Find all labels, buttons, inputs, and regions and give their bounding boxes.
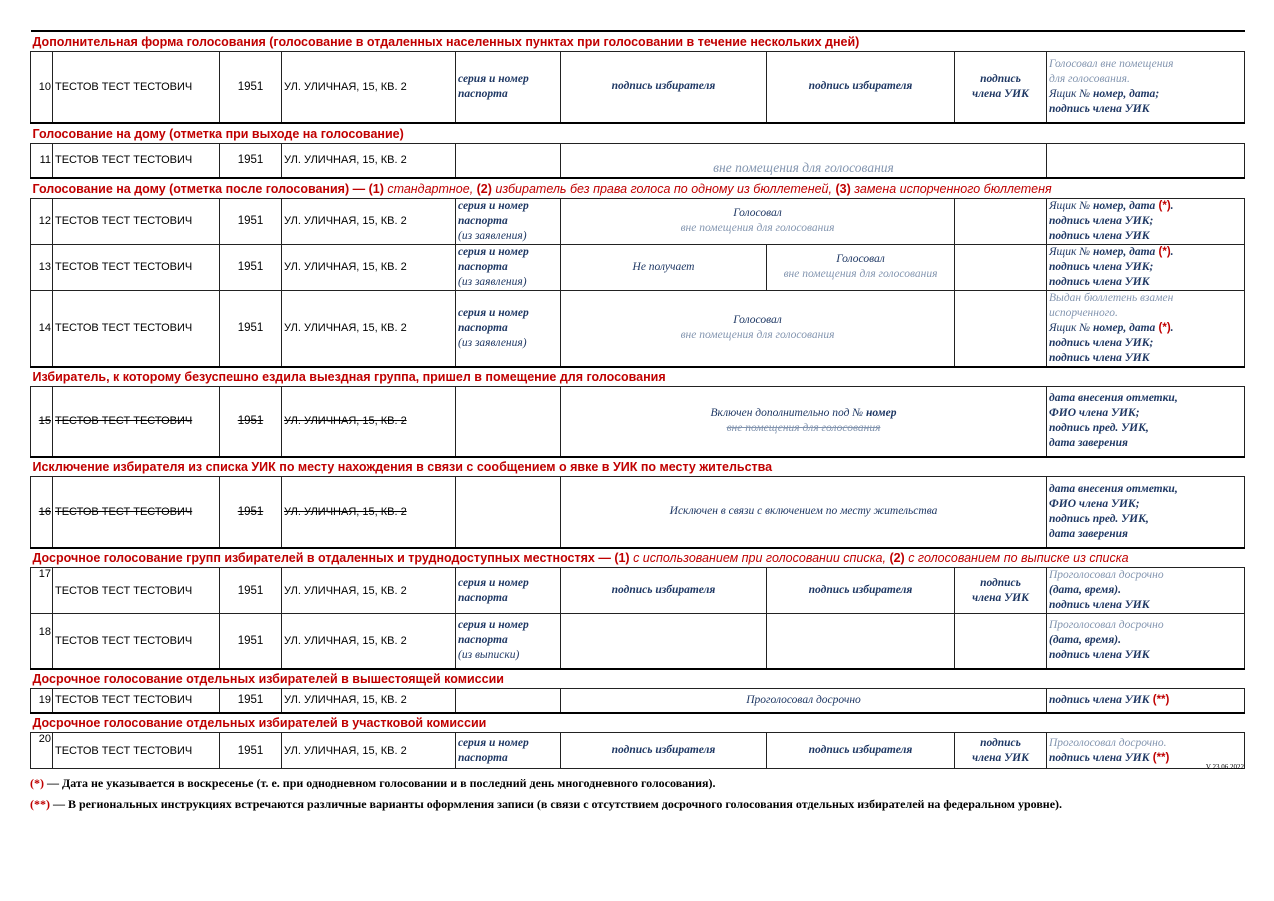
section-subtitle: с голосованием по выписке из списка <box>904 551 1129 566</box>
member-sig-line2: члена УИК <box>972 591 1029 604</box>
section-header-early-higher <box>31 669 1245 689</box>
passport-cell <box>456 198 561 244</box>
note-line: Ящик № <box>1049 245 1093 258</box>
note-cell <box>1047 689 1245 713</box>
passport-cell <box>456 290 561 367</box>
note-line: Проголосовал досрочно <box>1049 569 1164 581</box>
section-title-bold: Досрочное голосование групп избирателей в отдаленных и труднодоступных местностях — <box>32 551 615 566</box>
row-number: 17 <box>31 568 53 614</box>
note-line: Ящик № <box>1049 199 1093 212</box>
voter-address: УЛ. УЛИЧНАЯ, 15, КВ. 2 <box>282 477 456 548</box>
birth-year: 1951 <box>220 143 282 178</box>
voter-name: ТЕСТОВ ТЕСТ ТЕСТОВИЧ <box>53 733 220 769</box>
note-line: подпись члена УИК <box>1049 693 1150 706</box>
section-title-bold: Голосование на дому (отметка после голосования) — <box>32 181 369 196</box>
birth-year: 1951 <box>220 477 282 548</box>
note-line: подпись члена УИК <box>1049 351 1150 364</box>
section-header-additional-form <box>31 31 1245 51</box>
empty-cell <box>955 198 1047 244</box>
row-number: 16 <box>31 477 53 548</box>
note-line: Ящик № <box>1049 87 1093 100</box>
note-cell <box>1047 614 1245 669</box>
footnote-1 <box>30 776 1062 791</box>
section-subtitle: замена испорченного бюллетеня <box>850 181 1052 196</box>
row-number: 18 <box>31 614 53 669</box>
footnote-mark: (*) <box>1158 199 1171 212</box>
voter-name: ТЕСТОВ ТЕСТ ТЕСТОВИЧ <box>53 387 220 457</box>
section-subtitle: с использованием при голосовании списка, <box>629 551 890 566</box>
passport-source: (из заявления) <box>458 336 527 349</box>
note-cell <box>1047 290 1245 367</box>
member-signature-cell <box>955 51 1047 123</box>
section-marker: (1) <box>614 551 630 566</box>
voter-signature-cell: подпись избирателя <box>767 51 955 123</box>
passport-line1: серия и номер <box>458 576 529 589</box>
voter-signature-cell: подпись избирателя <box>561 568 767 614</box>
version-label: V 23.06.2022 <box>1205 763 1244 771</box>
empty-cell <box>456 689 561 713</box>
passport-cell <box>456 244 561 290</box>
birth-year: 1951 <box>220 198 282 244</box>
passport-source: (из заявления) <box>458 229 527 242</box>
row-number: 10 <box>31 51 53 123</box>
voted-outside-cell <box>561 290 955 367</box>
member-sig-line2: члена УИК <box>972 87 1029 100</box>
passport-line2: паспорта <box>458 87 508 100</box>
note-line: Проголосовал досрочно <box>1049 619 1164 632</box>
note-cell <box>1047 387 1245 457</box>
not-received-cell: Не получает <box>561 244 767 290</box>
note-line: подпись члена УИК <box>1049 649 1150 662</box>
outside-premises-cell: вне помещения для голосования <box>561 143 1047 178</box>
member-signature-cell <box>955 568 1047 614</box>
note-line: Выдан бюллетень взамен <box>1049 291 1174 304</box>
section-title <box>31 548 1245 568</box>
section-title <box>31 178 1245 198</box>
footnote-mark: (*) <box>1158 321 1171 334</box>
birth-year: 1951 <box>220 733 282 769</box>
table-row <box>31 143 1245 178</box>
voted-early-cell: Проголосовал досрочно <box>561 689 1047 713</box>
footnote-mark: (*) <box>30 776 44 790</box>
included-cell <box>561 387 1047 457</box>
table-row <box>31 568 1245 614</box>
voter-address: УЛ. УЛИЧНАЯ, 15, КВ. 2 <box>282 244 456 290</box>
voter-address: УЛ. УЛИЧНАЯ, 15, КВ. 2 <box>282 51 456 123</box>
passport-line2: паспорта <box>458 260 508 273</box>
voter-name: ТЕСТОВ ТЕСТ ТЕСТОВИЧ <box>53 198 220 244</box>
voter-name: ТЕСТОВ ТЕСТ ТЕСТОВИЧ <box>53 290 220 367</box>
voter-address: УЛ. УЛИЧНАЯ, 15, КВ. 2 <box>282 290 456 367</box>
table-row <box>31 733 1245 769</box>
table-row <box>31 51 1245 123</box>
note-punct: ; <box>1155 87 1160 100</box>
outside-label: вне помещения для голосования <box>783 268 938 280</box>
birth-year: 1951 <box>220 689 282 713</box>
voter-name: ТЕСТОВ ТЕСТ ТЕСТОВИЧ <box>53 51 220 123</box>
voted-outside-cell <box>767 244 955 290</box>
note-cell <box>1047 198 1245 244</box>
note-punct: . <box>1170 199 1174 212</box>
note-line: дата заверения <box>1049 527 1128 540</box>
note-line: подпись члена УИК; <box>1049 214 1154 227</box>
voter-name: ТЕСТОВ ТЕСТ ТЕСТОВИЧ <box>53 614 220 669</box>
passport-line1: серия и номер <box>458 306 529 319</box>
table-row <box>31 387 1245 457</box>
note-line: номер, дата <box>1092 245 1156 258</box>
note-line: испорченного. <box>1049 306 1118 319</box>
voter-signature-cell: подпись избирателя <box>767 568 955 614</box>
section-header-unsuccessful-visit <box>31 367 1245 387</box>
footnote-mark: (**) <box>1152 693 1170 706</box>
section-marker: (3) <box>835 181 851 196</box>
footnote-mark: (**) <box>30 797 50 811</box>
voted-label: Голосовал <box>733 314 782 326</box>
note-line: подпись члена УИК; <box>1049 260 1154 273</box>
note-punct: . <box>1170 245 1174 258</box>
empty-cell <box>767 614 955 669</box>
note-line: подпись пред. УИК, <box>1049 512 1149 525</box>
note-line: для голосования. <box>1049 72 1130 85</box>
empty-cell <box>1047 143 1245 178</box>
footnote-mark: (*) <box>1158 245 1171 258</box>
section-title: Досрочное голосование отдельных избирателей в вышестоящей комиссии <box>31 669 1245 689</box>
section-marker: (2) <box>889 551 905 566</box>
member-sig-line2: члена УИК <box>972 751 1029 764</box>
table-row <box>31 290 1245 367</box>
outside-label: вне помещения для голосования <box>726 422 881 435</box>
table-row <box>31 477 1245 548</box>
section-header-early-group <box>31 548 1245 568</box>
note-line: подпись члена УИК <box>1049 599 1150 611</box>
voter-signature-cell: подпись избирателя <box>767 733 955 769</box>
row-number: 11 <box>31 143 53 178</box>
passport-cell <box>456 568 561 614</box>
section-title: Избиратель, к которому безуспешно ездила выездная группа, пришел в помещение для голосования <box>31 367 1245 387</box>
note-line: подпись члена УИК <box>1049 275 1150 288</box>
passport-line1: серия и номер <box>458 245 529 258</box>
note-line: ФИО члена УИК; <box>1049 407 1140 420</box>
passport-cell <box>456 614 561 669</box>
empty-cell <box>456 477 561 548</box>
section-title: Голосование на дому (отметка при выходе на голосование) <box>31 123 1245 143</box>
note-line: Ящик № <box>1049 321 1093 334</box>
voter-name: ТЕСТОВ ТЕСТ ТЕСТОВИЧ <box>53 689 220 713</box>
section-subtitle: стандартное, <box>383 181 477 196</box>
empty-cell <box>955 244 1047 290</box>
voter-signature-cell: подпись избирателя <box>561 733 767 769</box>
voter-signature-cell: подпись избирателя <box>561 51 767 123</box>
birth-year: 1951 <box>220 614 282 669</box>
row-number: 13 <box>31 244 53 290</box>
member-signature-cell <box>955 733 1047 769</box>
table-row <box>31 244 1245 290</box>
section-header-early-precinct <box>31 713 1245 733</box>
passport-line2: паспорта <box>458 214 508 227</box>
voter-list-sheet <box>30 30 1244 769</box>
birth-year: 1951 <box>220 387 282 457</box>
voter-address: УЛ. УЛИЧНАЯ, 15, КВ. 2 <box>282 387 456 457</box>
table-row <box>31 614 1245 669</box>
empty-cell <box>456 143 561 178</box>
note-line: дата внесения отметки, <box>1049 392 1178 405</box>
note-line: Проголосовал досрочно. <box>1049 736 1167 749</box>
row-number: 14 <box>31 290 53 367</box>
included-label: Включен дополнительно под № <box>710 407 867 420</box>
row-number: 12 <box>31 198 53 244</box>
section-marker: (1) <box>368 181 384 196</box>
birth-year: 1951 <box>220 568 282 614</box>
empty-cell <box>955 290 1047 367</box>
voted-label: Голосовал <box>733 207 782 219</box>
table-row <box>31 198 1245 244</box>
section-header-home-voting-after <box>31 178 1245 198</box>
birth-year: 1951 <box>220 290 282 367</box>
passport-line1: серия и номер <box>458 619 529 632</box>
passport-line1: серия и номер <box>458 199 529 212</box>
voter-name: ТЕСТОВ ТЕСТ ТЕСТОВИЧ <box>53 143 220 178</box>
voter-address: УЛ. УЛИЧНАЯ, 15, КВ. 2 <box>282 568 456 614</box>
section-header-home-voting-exit <box>31 123 1245 143</box>
note-line: Голосовал вне помещения <box>1049 57 1174 70</box>
voter-name: ТЕСТОВ ТЕСТ ТЕСТОВИЧ <box>53 568 220 614</box>
footnote-mark: (**) <box>1152 751 1170 764</box>
note-cell <box>1047 477 1245 548</box>
empty-cell <box>561 614 767 669</box>
footnotes <box>30 776 1062 818</box>
note-line: подпись члена УИК <box>1049 102 1150 115</box>
section-header-exclusion <box>31 457 1245 477</box>
passport-line2: паспорта <box>458 321 508 334</box>
section-title: Досрочное голосование отдельных избирателей в участковой комиссии <box>31 713 1245 733</box>
footnote-text: — Дата не указывается в воскресенье (т. е. при однодневном голосовании и в последний день многодневного голосования). <box>44 776 716 790</box>
voter-name: ТЕСТОВ ТЕСТ ТЕСТОВИЧ <box>53 477 220 548</box>
voter-address: УЛ. УЛИЧНАЯ, 15, КВ. 2 <box>282 733 456 769</box>
note-line: дата внесения отметки, <box>1049 482 1178 495</box>
voter-address: УЛ. УЛИЧНАЯ, 15, КВ. 2 <box>282 143 456 178</box>
passport-cell <box>456 51 561 123</box>
note-line: подпись пред. УИК, <box>1049 422 1149 435</box>
passport-cell <box>456 733 561 769</box>
note-line: номер, дата <box>1092 199 1156 212</box>
note-line: подпись члена УИК <box>1049 751 1150 764</box>
note-cell <box>1047 51 1245 123</box>
row-number: 19 <box>31 689 53 713</box>
empty-cell <box>456 387 561 457</box>
voter-name: ТЕСТОВ ТЕСТ ТЕСТОВИЧ <box>53 244 220 290</box>
outside-label: вне помещения для голосования <box>680 222 835 234</box>
note-line: номер, дата <box>1092 87 1156 100</box>
included-number: номер <box>866 407 897 420</box>
row-number: 15 <box>31 387 53 457</box>
passport-line2: паспорта <box>458 751 508 764</box>
note-line: подпись члена УИК; <box>1049 336 1154 349</box>
empty-cell <box>955 614 1047 669</box>
section-title: Исключение избирателя из списка УИК по месту нахождения в связи с сообщением о явке в УИК по месту жительства <box>31 457 1245 477</box>
voter-address: УЛ. УЛИЧНАЯ, 15, КВ. 2 <box>282 198 456 244</box>
passport-line1: серия и номер <box>458 72 529 85</box>
section-marker: (2) <box>476 181 492 196</box>
note-line: (дата, время). <box>1049 584 1121 596</box>
passport-source: (из выписки) <box>458 649 520 662</box>
section-title: Дополнительная форма голосования (голосование в отдаленных населенных пунктах при голосовании в течение нескольких дней) <box>31 31 1245 51</box>
section-subtitle: избиратель без права голоса по одному из бюллетеней, <box>491 181 836 196</box>
passport-source: (из заявления) <box>458 275 527 288</box>
note-line: (дата, время). <box>1049 634 1121 647</box>
note-line: дата заверения <box>1049 437 1128 450</box>
note-line: подпись члена УИК <box>1049 229 1150 242</box>
member-sig-line1: подпись <box>980 736 1021 749</box>
birth-year: 1951 <box>220 244 282 290</box>
footnote-2 <box>30 797 1062 812</box>
member-sig-line1: подпись <box>980 576 1021 589</box>
footnote-text: — В региональных инструкциях встречаются различные варианты оформления записи (в связи с отсутствием досрочного голосования отдельных избирателей на федеральном уровне). <box>50 797 1063 811</box>
passport-line1: серия и номер <box>458 736 529 749</box>
voted-outside-cell <box>561 198 955 244</box>
note-cell <box>1047 244 1245 290</box>
note-punct: . <box>1170 321 1174 334</box>
voted-label: Голосовал <box>836 253 885 265</box>
passport-line2: паспорта <box>458 591 508 604</box>
row-number: 20 <box>31 733 53 769</box>
passport-line2: паспорта <box>458 634 508 647</box>
outside-label: вне помещения для голосования <box>680 329 835 341</box>
voter-register-table <box>30 30 1245 769</box>
note-line: номер, дата <box>1092 321 1156 334</box>
note-line: ФИО члена УИК; <box>1049 497 1140 510</box>
birth-year: 1951 <box>220 51 282 123</box>
excluded-cell: Исключен в связи с включением по месту жительства <box>561 477 1047 548</box>
note-cell <box>1047 568 1245 614</box>
table-row <box>31 689 1245 713</box>
member-sig-line1: подпись <box>980 72 1021 85</box>
voter-address: УЛ. УЛИЧНАЯ, 15, КВ. 2 <box>282 614 456 669</box>
voter-address: УЛ. УЛИЧНАЯ, 15, КВ. 2 <box>282 689 456 713</box>
